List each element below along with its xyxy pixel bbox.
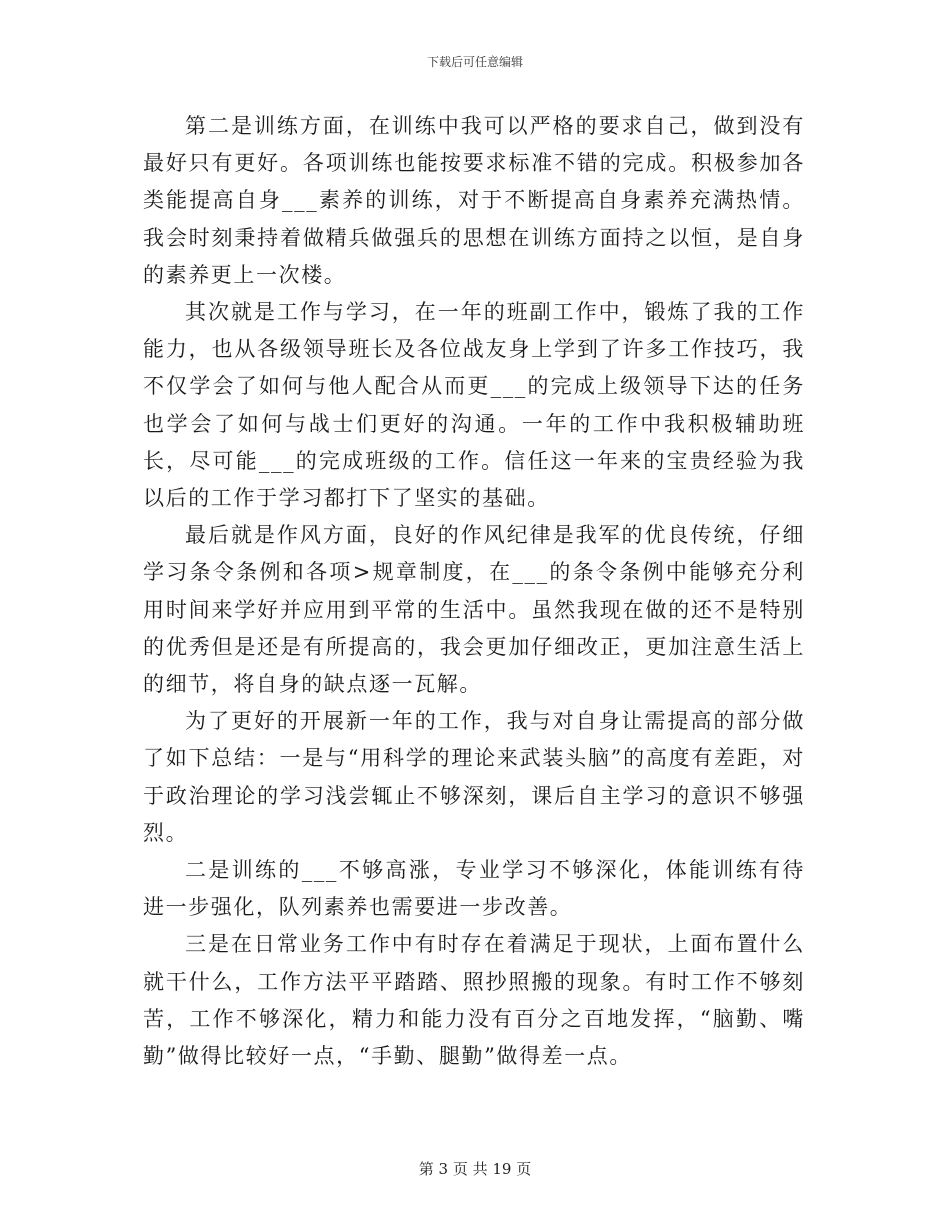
paragraph-summary-three: 三是在日常业务工作中有时存在着满足于现状，上面布置什么就干什么，工作方法平平踏踏、照抄照搬的现象。有时工作不够刻苦，工作不够深化，精力和能力没有百分之百地发挥，“脑勤、嘴勤”做得比较好一点，“手勤、腿勤”做得差一点。 [143, 932, 805, 1069]
header-note: 下载后可任意编辑 [426, 55, 523, 69]
paragraph-training: 第二是训练方面，在训练中我可以严格的要求自己，做到没有最好只有更好。各项训练也能按要求标准不错的完成。积极参加各类能提高自身___素养的训练，对于不断提高自身素养充满热情。我会时刻秉持着做精兵做强兵的思想在训练方面持之以恒，是自身的素养更上一次楼。 [143, 114, 805, 287]
paragraph-summary-two: 二是训练的___不够高涨，专业学习不够深化，体能训练有待进一步强化，队列素养也需要进一步改善。 [143, 858, 805, 920]
page-number: 第 3 页 共 19 页 [418, 1160, 532, 1178]
paragraph-summary-one: 为了更好的开展新一年的工作，我与对自身让需提高的部分做了如下总结：一是与“用科学的理论来武装头脑”的高度有差距，对于政治理论的学习浅尝辄止不够深刻，课后自主学习的意识不够强烈。 [143, 709, 805, 845]
paragraph-work-study: 其次就是工作与学习，在一年的班副工作中，锻炼了我的工作能力，也从各级领导班长及各位战友身上学到了许多工作技巧，我不仅学会了如何与他人配合从而更___的完成上级领导下达的任务也学会了如何与战士们更好的沟通。一年的工作中我积极辅助班长，尽可能___的完成班级的工作。信任这一年来的宝贵经验为我以后的工作于学习都打下了坚实的基础。 [143, 300, 805, 511]
paragraph-style-discipline: 最后就是作风方面，良好的作风纪律是我军的优良传统，仔细学习条令条例和各项>规章制度，在___的条令条例中能够充分利用时间来学好并应用到平常的生活中。虽然我现在做的还不是特别的优秀但是还是有所提高的，我会更加仔细改正，更加注意生活上的细节，将自身的缺点逐一瓦解。 [143, 523, 805, 697]
document-body [143, 108, 805, 1075]
